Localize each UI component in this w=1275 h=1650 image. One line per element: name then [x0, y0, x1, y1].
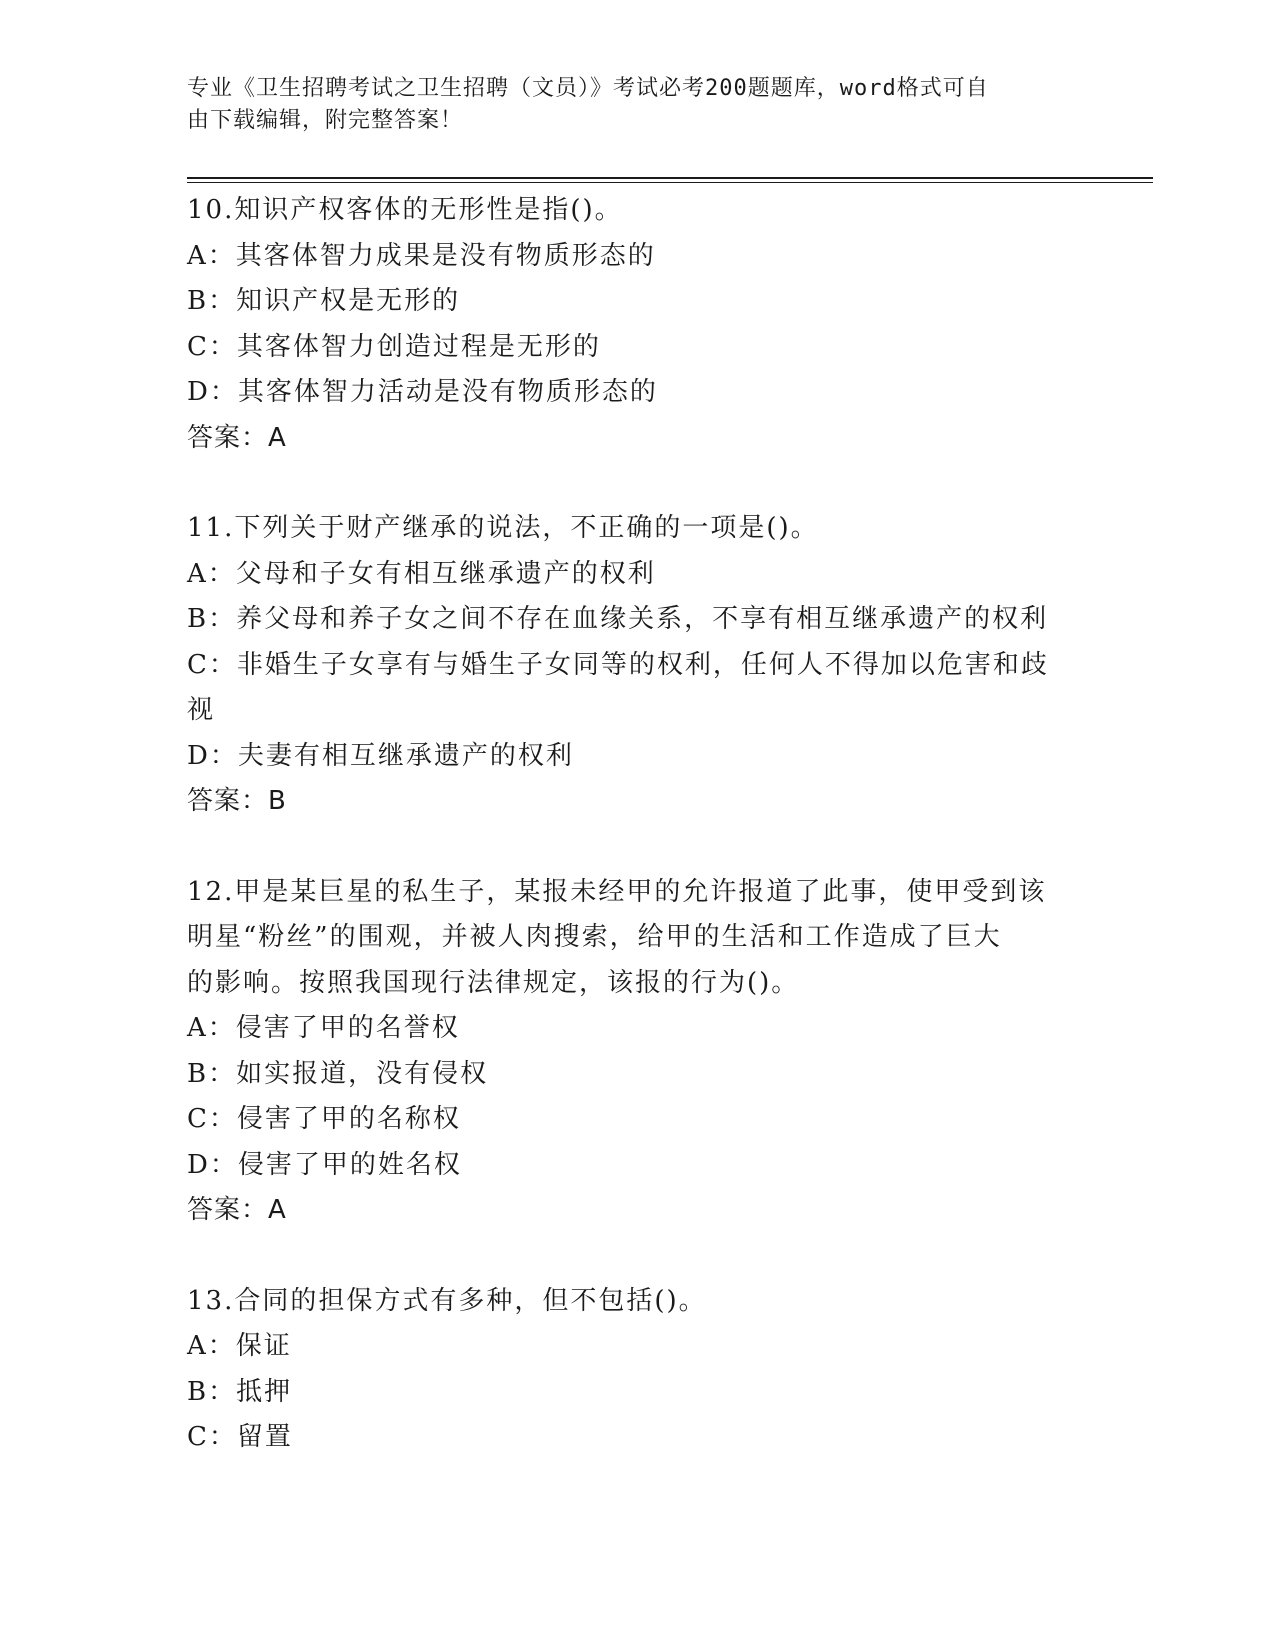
option-a: A：父母和子女有相互继承遗产的权利 [187, 558, 656, 589]
option-b: B：知识产权是无形的 [187, 286, 461, 316]
spacer [187, 1234, 1087, 1279]
option-d: D：其客体智力活动是没有物质形态的 [187, 377, 658, 407]
header-line-1: 专业《卫生招聘考试之卫生招聘（文员）》考试必考200题题库，word格式可自 [187, 76, 989, 101]
option-a: A：其客体智力成果是没有物质形态的 [187, 240, 656, 271]
option-c: C：留置 [187, 1422, 293, 1452]
answer: 答案：A [187, 422, 287, 453]
question-stem: 10.知识产权客体的无形性是指()。 [187, 195, 623, 225]
option-b: B：抵押 [187, 1376, 293, 1407]
question-stem: 13.合同的担保方式有多种，但不包括()。 [187, 1285, 707, 1316]
option-a: A：保证 [187, 1331, 292, 1361]
option-c: C：非婚生子女享有与婚生子女同等的权利，任何人不得加以危害和歧 [187, 649, 1049, 680]
question-10 [187, 188, 1087, 461]
question-11 [187, 506, 1087, 825]
option-d: D：侵害了甲的姓名权 [187, 1149, 462, 1180]
answer: 答案：B [187, 786, 287, 816]
question-12 [187, 870, 1087, 1234]
question-stem-line-1: 12.甲是某巨星的私生子，某报未经甲的允许报道了此事，使甲受到该 [187, 876, 1047, 907]
option-c: C：其客体智力创造过程是无形的 [187, 331, 601, 362]
header-divider-thin [187, 182, 1153, 183]
option-a: A：侵害了甲的名誉权 [187, 1013, 460, 1043]
document-header [187, 73, 1067, 137]
header-line-2: 由下载编辑，附完整答案！ [187, 108, 464, 133]
spacer [187, 825, 1087, 870]
answer: 答案：A [187, 1195, 287, 1225]
question-list [187, 188, 1087, 1461]
spacer [187, 461, 1087, 506]
option-c: C：侵害了甲的名称权 [187, 1104, 461, 1134]
option-b: B：养父母和养子女之间不存在血缘关系，不享有相互继承遗产的权利 [187, 604, 1049, 634]
option-b: B：如实报道，没有侵权 [187, 1058, 489, 1089]
header-divider-thick [187, 177, 1153, 179]
question-stem-line-2: 明星“粉丝”的围观，并被人肉搜索，给甲的生活和工作造成了巨大 [187, 922, 1002, 952]
option-d: D：夫妻有相互继承遗产的权利 [187, 740, 574, 771]
question-stem: 11.下列关于财产继承的说法，不正确的一项是()。 [187, 513, 819, 543]
question-stem-line-3: 的影响。按照我国现行法律规定，该报的行为()。 [187, 967, 800, 998]
option-c-continued: 视 [187, 695, 216, 725]
question-13 [187, 1279, 1087, 1461]
